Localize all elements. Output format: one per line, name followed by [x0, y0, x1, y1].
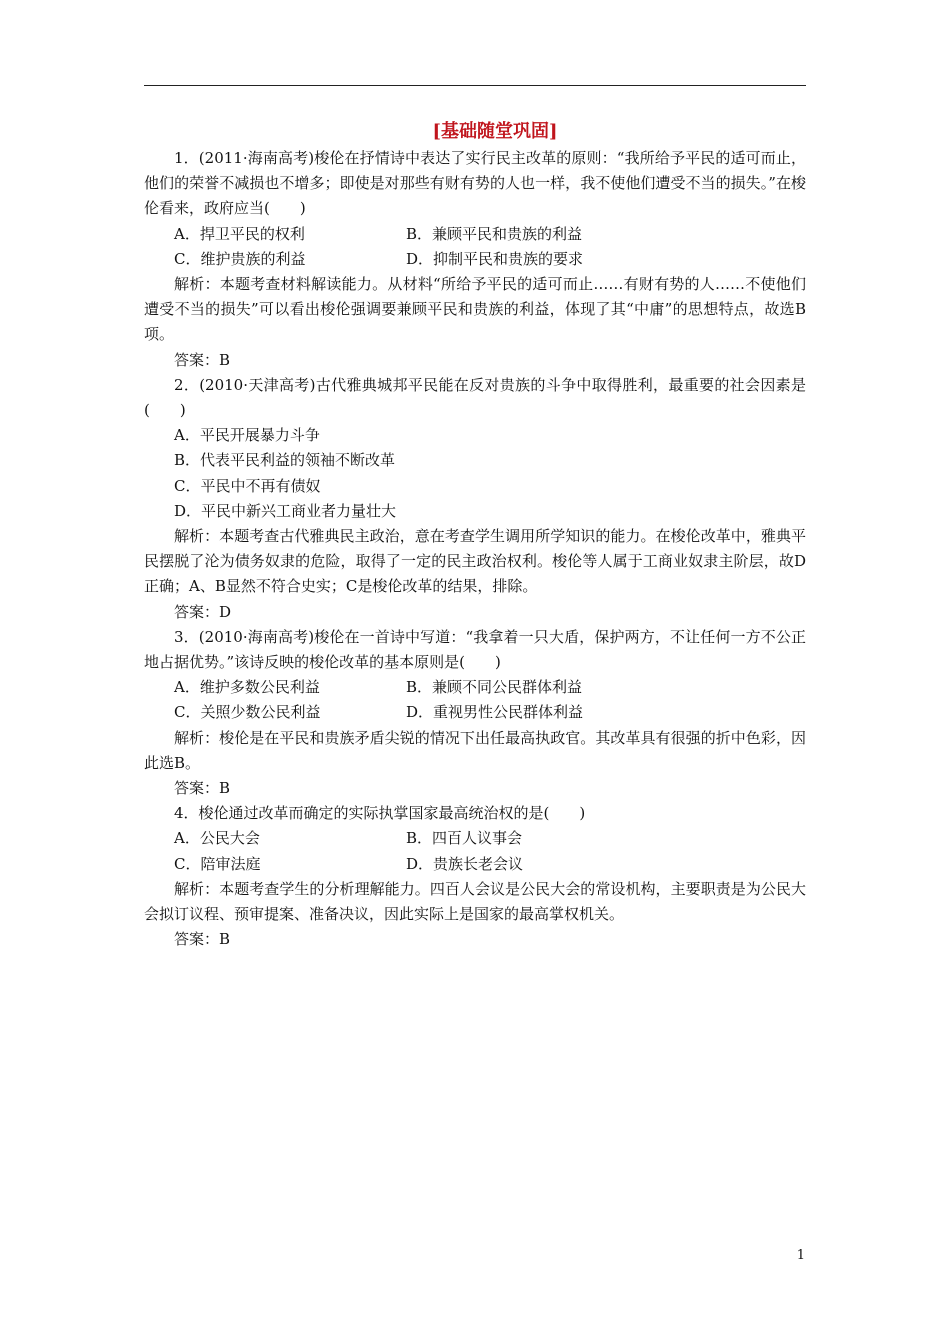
question-3-option-d: D．重视男性公民群体利益 — [406, 703, 584, 722]
document-body — [144, 118, 806, 953]
question-3-option-c: C．关照少数公民利益 — [174, 703, 321, 722]
question-1-answer: 答案：B — [174, 350, 231, 369]
question-1-option-c: C．维护贵族的利益 — [174, 249, 306, 268]
question-3-options-ab — [144, 675, 806, 700]
page-number: 1 — [796, 1248, 805, 1263]
question-1-analysis: 解析：本题考查材料解读能力。从材料“所给予平民的适可而止……有财有势的人……不使他们遭受不当的损失”可以看出梭伦强调要兼顾平民和贵族的利益，体现了其“中庸”的思想特点，故选B项。 — [144, 275, 806, 344]
question-1-stem: 1．(2011·海南高考)梭伦在抒情诗中表达了实行民主改革的原则：“我所给予平民的适可而止，他们的荣誉不减损也不增多；即使是对那些有财有势的人也一样，我不使他们遭受不当的损失。”在梭伦看来，政府应当( ) — [144, 149, 806, 218]
question-3-analysis: 解析：梭伦是在平民和贵族矛盾尖锐的情况下出任最高执政官。其改革具有很强的折中色彩，因此选B。 — [144, 728, 806, 772]
question-4-option-a: A．公民大会 — [174, 829, 260, 848]
question-1-option-b: B．兼顾平民和贵族的利益 — [406, 224, 583, 243]
question-1-option-a: A．捍卫平民的权利 — [174, 224, 305, 243]
question-3-option-b: B．兼顾不同公民群体利益 — [406, 678, 583, 697]
question-4-option-d: D．贵族长老会议 — [406, 854, 524, 873]
question-2-answer: 答案：D — [174, 602, 232, 621]
question-1-options-ab — [144, 222, 806, 247]
header-rule — [144, 85, 806, 86]
question-2-option-b: B．代表平民利益的领袖不断改革 — [174, 451, 396, 470]
question-4-option-c: C．陪审法庭 — [174, 854, 261, 873]
section-heading: [基础随堂巩固] — [432, 121, 558, 142]
question-4-answer: 答案：B — [174, 930, 231, 949]
question-4-stem: 4．梭伦通过改革而确定的实际执掌国家最高统治权的是( ) — [174, 804, 586, 823]
question-2-option-a: A．平民开展暴力斗争 — [174, 426, 320, 445]
question-3-option-a: A．维护多数公民利益 — [174, 678, 320, 697]
question-1-options-cd — [144, 247, 806, 272]
question-2-stem: 2．(2010·天津高考)古代雅典城邦平民能在反对贵族的斗争中取得胜利，最重要的社会因素是( ) — [144, 375, 806, 420]
question-4-options-cd — [144, 852, 806, 877]
question-4-option-b: B．四百人议事会 — [406, 829, 523, 848]
question-3-options-cd — [144, 700, 806, 725]
question-4-analysis: 解析：本题考查学生的分析理解能力。四百人会议是公民大会的常设机构，主要职责是为公民大会拟订议程、预审提案、准备决议，因此实际上是国家的最高掌权机关。 — [144, 879, 806, 924]
question-1-option-d: D．抑制平民和贵族的要求 — [406, 249, 584, 268]
question-2-option-c: C．平民中不再有债奴 — [174, 476, 321, 495]
question-2-analysis: 解析：本题考查古代雅典民主政治，意在考查学生调用所学知识的能力。在梭伦改革中，雅典平民摆脱了沦为债务奴隶的危险，取得了一定的民主政治权利。梭伦等人属于工商业奴隶主阶层，故D正确；A、B显然不符合史实；C是梭伦改革的结果，排除。 — [144, 527, 806, 596]
question-4-options-ab — [144, 826, 806, 851]
question-3-stem: 3．(2010·海南高考)梭伦在一首诗中写道：“我拿着一只大盾，保护两方，不让任何一方不公正地占据优势。”该诗反映的梭伦改革的基本原则是( ) — [144, 627, 806, 672]
question-3-answer: 答案：B — [174, 779, 231, 798]
question-2-option-d: D．平民中新兴工商业者力量壮大 — [174, 501, 397, 520]
